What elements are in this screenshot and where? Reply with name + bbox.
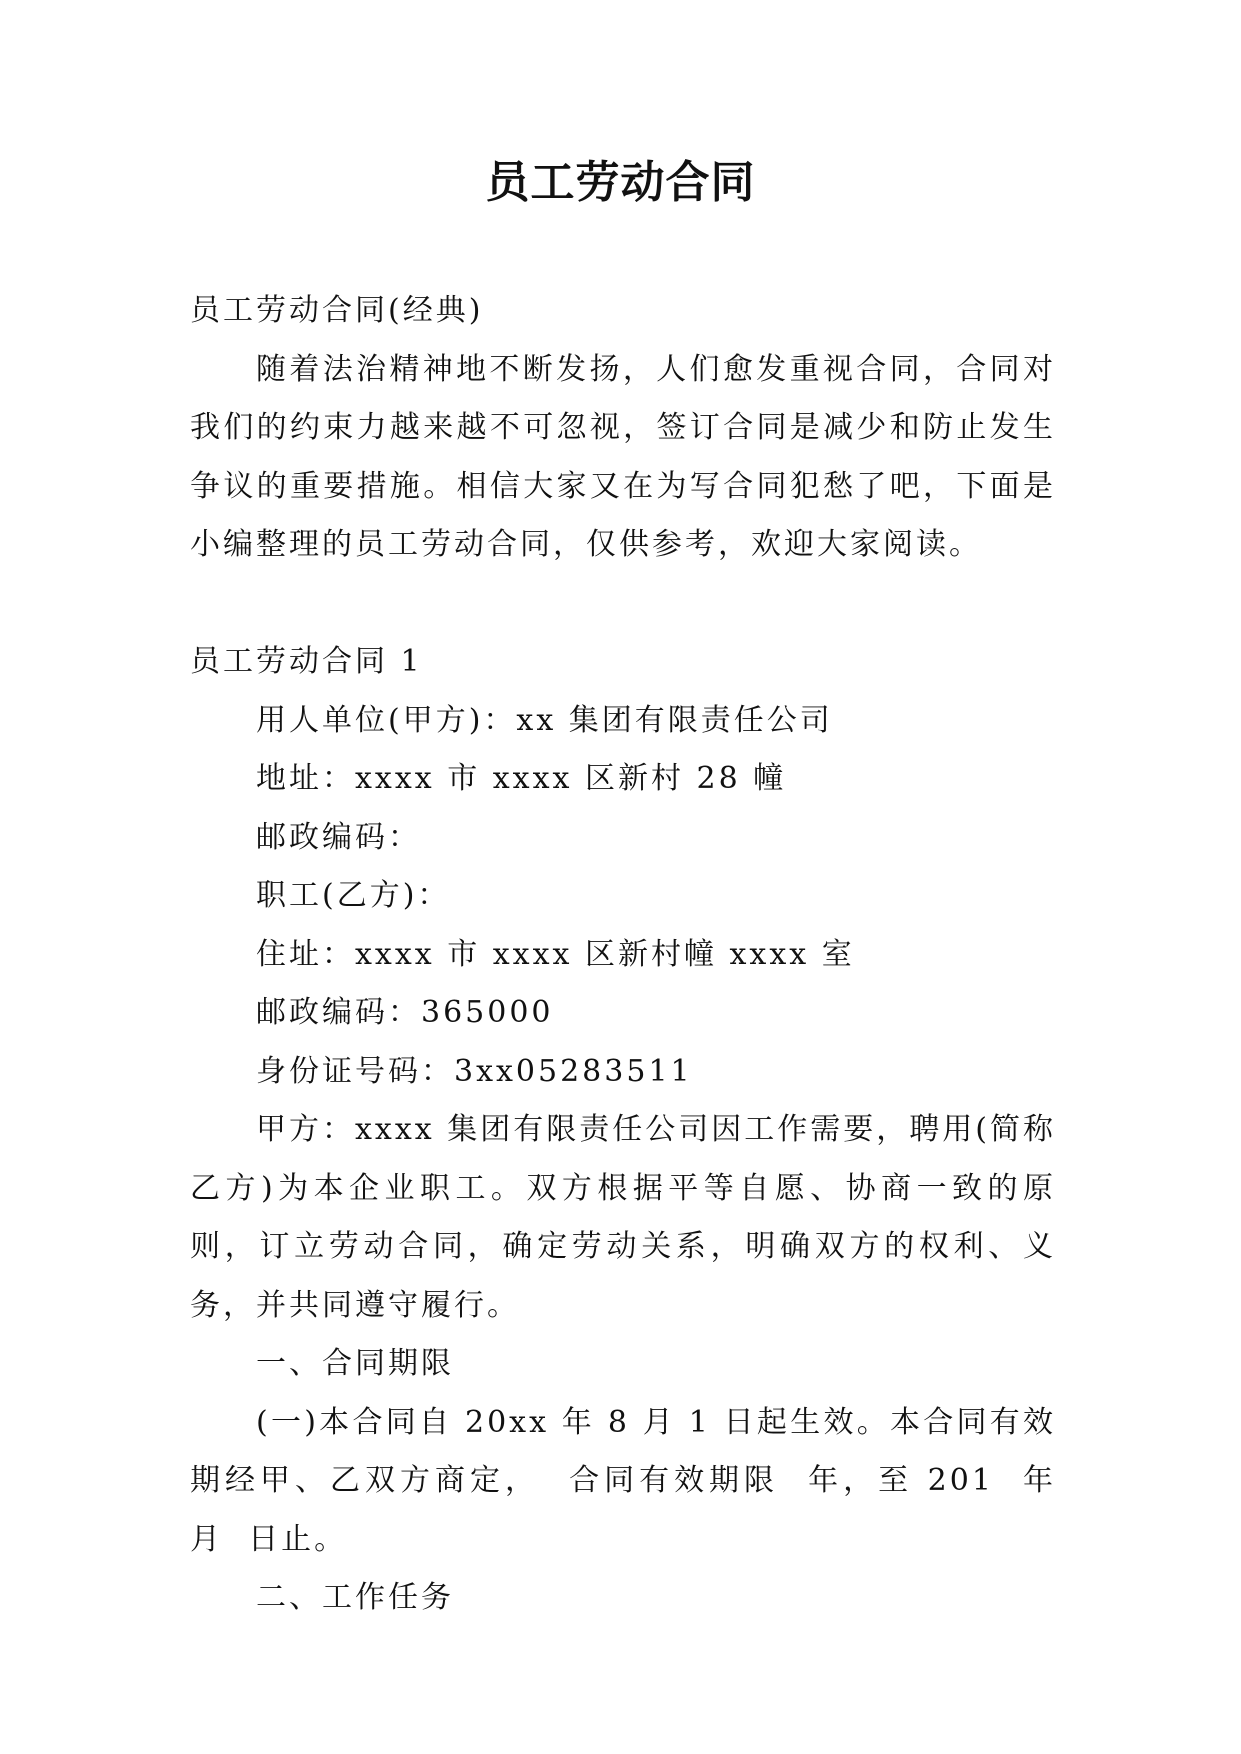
section-heading-tasks: 二、工作任务 bbox=[256, 1580, 454, 1615]
subtitle-paragraph: 员工劳动合同(经典) bbox=[190, 293, 484, 328]
id-number-line: 身份证号码：3xx05283511 bbox=[256, 1053, 693, 1089]
employer-postcode-line: 邮政编码： bbox=[256, 819, 421, 855]
employee-address-line: 住址：xxxx 市 xxxx 区新村幢 xxxx 室 bbox=[256, 936, 855, 972]
employee-postcode-line: 邮政编码：365000 bbox=[256, 995, 554, 1030]
contract-heading: 员工劳动合同 1 bbox=[190, 644, 423, 679]
preamble-paragraph: 甲方：xxxx 集团有限责任公司因工作需要，聘用(简称乙方)为本企业职工。双方根据平等自愿、协商一致的原则，订立劳动合同，确定劳动关系，明确双方的权利、义务，并共同遵守履行。 bbox=[190, 1112, 1056, 1323]
section-heading-term: 一、合同期限 bbox=[256, 1346, 454, 1381]
document-title: 员工劳动合同 bbox=[485, 157, 756, 208]
intro-paragraph: 随着法治精神地不断发扬，人们愈发重视合同，合同对我们的约束力越来越不可忽视，签订合同是减少和防止发生争议的重要措施。相信大家又在为写合同犯愁了吧，下面是小编整理的员工劳动合同，仅供参考，欢迎大家阅读。 bbox=[190, 351, 1056, 562]
employee-line: 职工(乙方)： bbox=[256, 878, 451, 913]
employer-address-line: 地址：xxxx 市 xxxx 区新村 28 幢 bbox=[256, 761, 787, 796]
employer-line: 用人单位(甲方)：xx 集团有限责任公司 bbox=[256, 702, 833, 738]
document-body bbox=[190, 282, 1082, 1628]
term-clause-paragraph: (一)本合同自 20xx 年 8 月 1 日起生效。本合同有效期经甲、乙双方商定， 合同有效期限 年，至 201 年 月 日止。 bbox=[190, 1404, 1082, 1557]
